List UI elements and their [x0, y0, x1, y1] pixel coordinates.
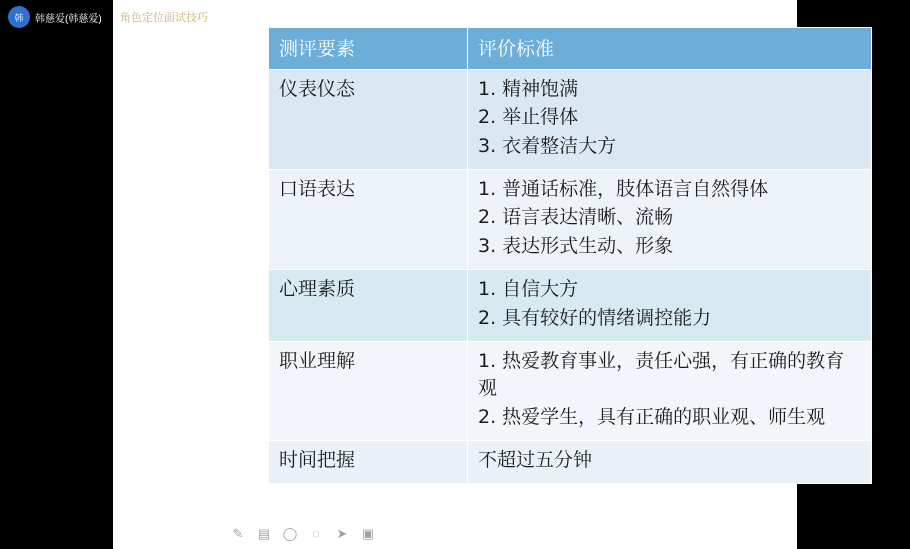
presenter-name: 韩慈爱(韩慈爱) [35, 13, 102, 25]
list-item: 不超过五分钟 [478, 448, 593, 471]
list-item: 1. 热爱教育事业，责任心强，有正确的教育观 [478, 349, 845, 400]
annotation-toolbar[interactable] [230, 525, 376, 541]
cursor-icon[interactable]: ➤ [336, 525, 348, 541]
list-item: 1. 精神饱满 [478, 78, 579, 100]
list-item: 2. 语言表达清晰、流畅 [478, 206, 674, 229]
list-item: 1. 自信大方 [478, 278, 579, 301]
eraser-icon[interactable]: ▤ [257, 525, 271, 541]
criteria-table-wrapper [268, 27, 871, 484]
pen-icon[interactable]: ✎ [232, 525, 244, 541]
row-criteria-cell [468, 440, 872, 483]
criteria-list [478, 176, 863, 260]
row-element-name: 心理素质 [269, 270, 468, 342]
row-element-name: 口语表达 [269, 170, 468, 270]
list-item: 1. 普通话标准，肢体语言自然得体 [478, 178, 769, 201]
table-row [269, 170, 872, 270]
ellipse-icon[interactable]: ◯ [282, 525, 298, 541]
row-criteria-cell [468, 270, 872, 342]
criteria-table [268, 27, 872, 484]
presentation-slide [113, 0, 845, 549]
row-element-name: 职业理解 [269, 341, 468, 440]
table-row [269, 440, 872, 483]
table-row [269, 341, 872, 440]
row-criteria-cell [468, 170, 872, 270]
table-body [269, 70, 872, 484]
row-criteria-cell [468, 341, 872, 440]
table-row [269, 270, 872, 342]
list-item: 2. 举止得体 [478, 106, 579, 129]
criteria-list [478, 348, 863, 431]
overlay-watermark: 角色定位面试技巧 [120, 12, 208, 24]
row-element-name: 仪表仪态 [269, 70, 468, 170]
table-header [269, 28, 872, 70]
criteria-list [478, 447, 863, 474]
row-element-name: 时间把握 [269, 440, 468, 483]
lasso-icon[interactable]: ◌ [312, 525, 320, 541]
row-criteria-cell [468, 70, 872, 170]
list-item: 3. 表达形式生动、形象 [478, 234, 674, 257]
avatar: 韩 [8, 6, 30, 28]
criteria-list [478, 76, 863, 160]
presenter-label[interactable] [8, 0, 102, 34]
list-item: 2. 具有较好的情绪调控能力 [478, 306, 712, 329]
list-item: 2. 热爱学生，具有正确的职业观、师生观 [478, 405, 826, 428]
column-header-element: 测评要素 [269, 28, 468, 70]
list-item: 3. 衣着整洁大方 [478, 134, 617, 157]
camera-icon[interactable]: ▣ [361, 525, 375, 541]
criteria-list [478, 276, 863, 332]
column-header-criteria: 评价标准 [468, 28, 872, 70]
table-row [269, 70, 872, 170]
table-header-row [269, 28, 872, 70]
